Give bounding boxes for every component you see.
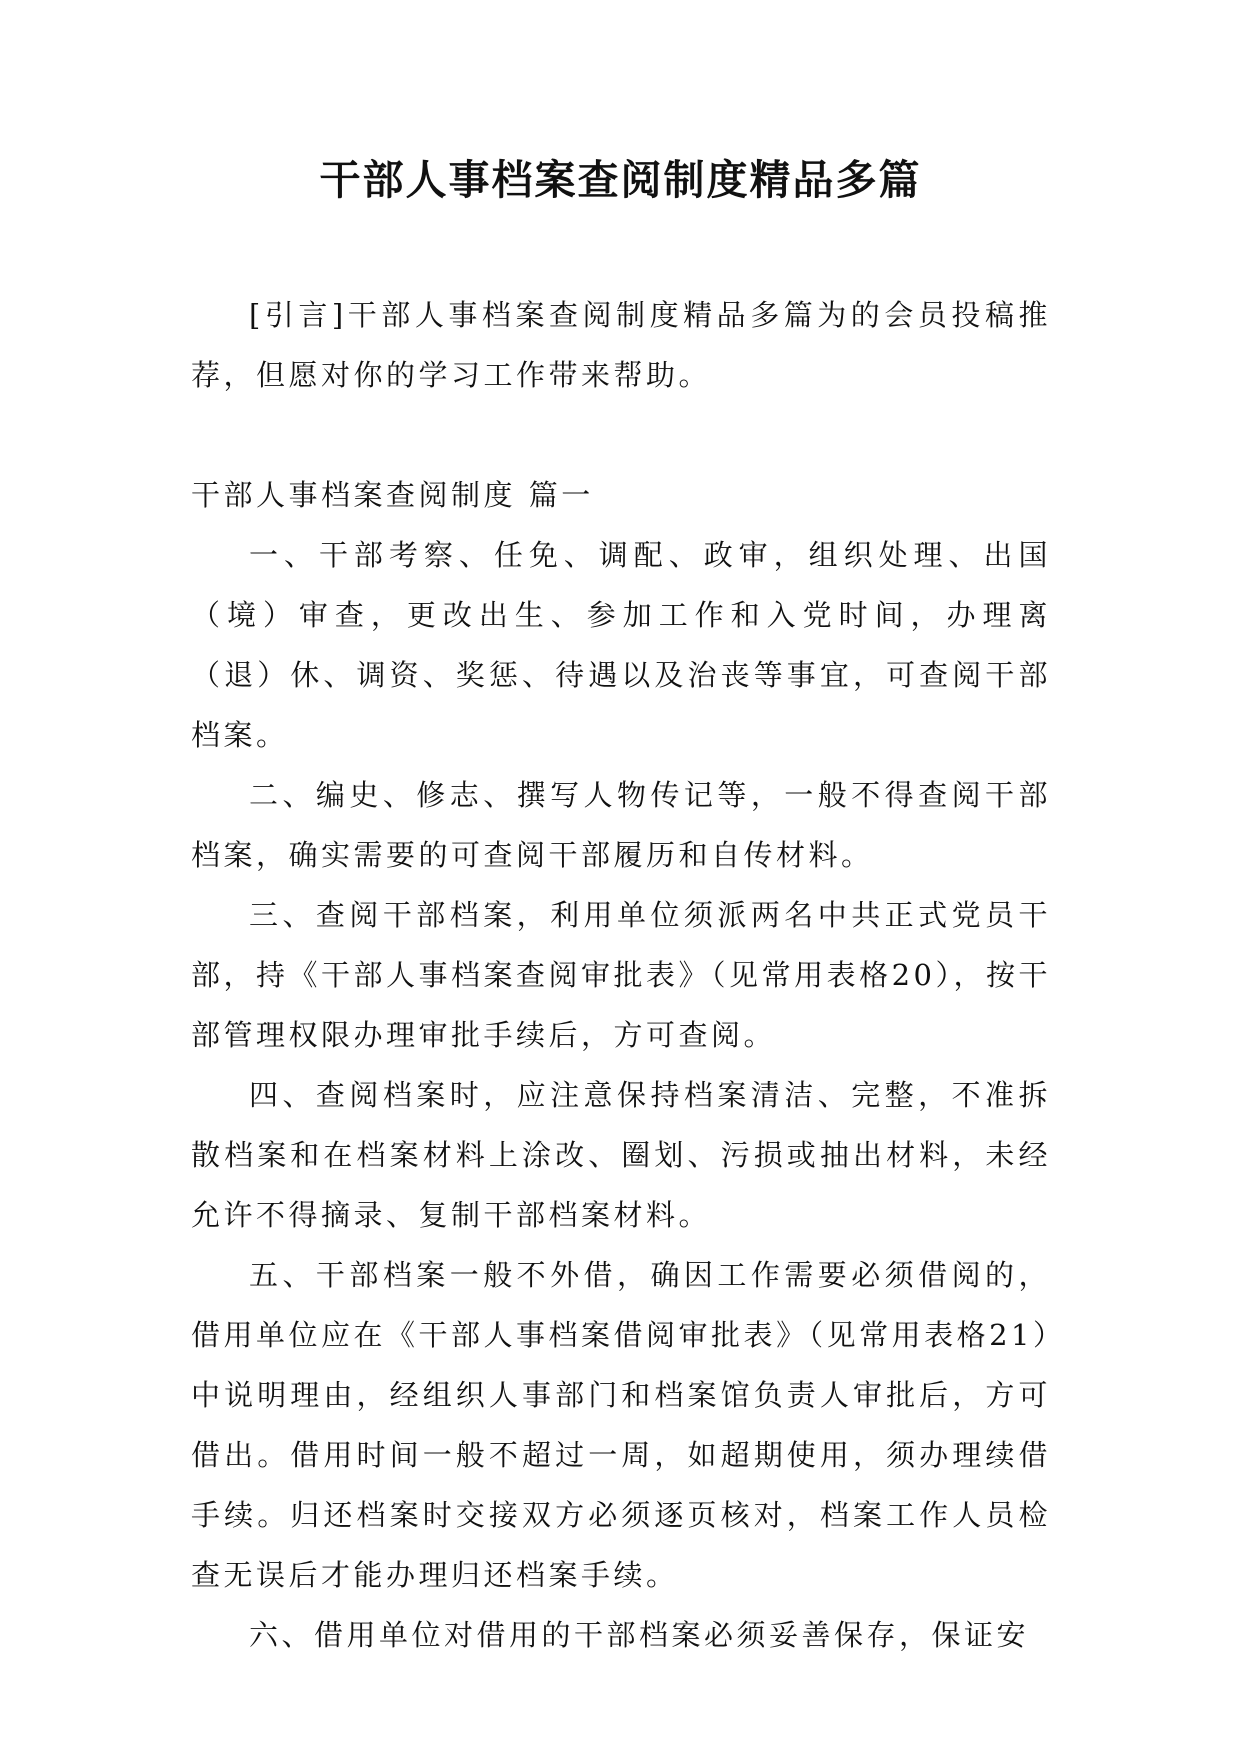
paragraph-2: 二、编史、修志、撰写人物传记等，一般不得查阅干部档案，确实需要的可查阅干部履历和自传材料。 bbox=[191, 778, 1051, 872]
intro-paragraph: [引言]干部人事档案查阅制度精品多篇为的会员投稿推荐，但愿对你的学习工作带来帮助。 bbox=[191, 298, 1051, 392]
document-body bbox=[191, 285, 1051, 1665]
paragraph-1: 一、干部考察、任免、调配、政审，组织处理、出国（境）审查，更改出生、参加工作和入党时间，办理离（退）休、调资、奖惩、待遇以及治丧等事宜，可查阅干部档案。 bbox=[191, 538, 1051, 752]
paragraph-5: 五、干部档案一般不外借，确因工作需要必须借阅的，借用单位应在《干部人事档案借阅审批表》（见常用表格21）中说明理由，经组织人事部门和档案馆负责人审批后，方可借出。借用时间一般不超过一周，如超期使用，须办理续借手续。归还档案时交接双方必须逐页核对，档案工作人员检查无误后才能办理归还档案手续。 bbox=[191, 1258, 1051, 1592]
paragraph-3: 三、查阅干部档案，利用单位须派两名中共正式党员干部，持《干部人事档案查阅审批表》（见常用表格20），按干部管理权限办理审批手续后，方可查阅。 bbox=[191, 898, 1051, 1052]
document-title: 干部人事档案查阅制度精品多篇 bbox=[319, 156, 922, 204]
paragraph-4: 四、查阅档案时，应注意保持档案清洁、完整，不准拆散档案和在档案材料上涂改、圈划、污损或抽出材料，未经允许不得摘录、复制干部档案材料。 bbox=[191, 1078, 1051, 1232]
section-heading: 干部人事档案查阅制度 篇一 bbox=[191, 478, 594, 512]
paragraph-6: 六、借用单位对借用的干部档案必须妥善保存，保证安 bbox=[249, 1618, 1030, 1652]
